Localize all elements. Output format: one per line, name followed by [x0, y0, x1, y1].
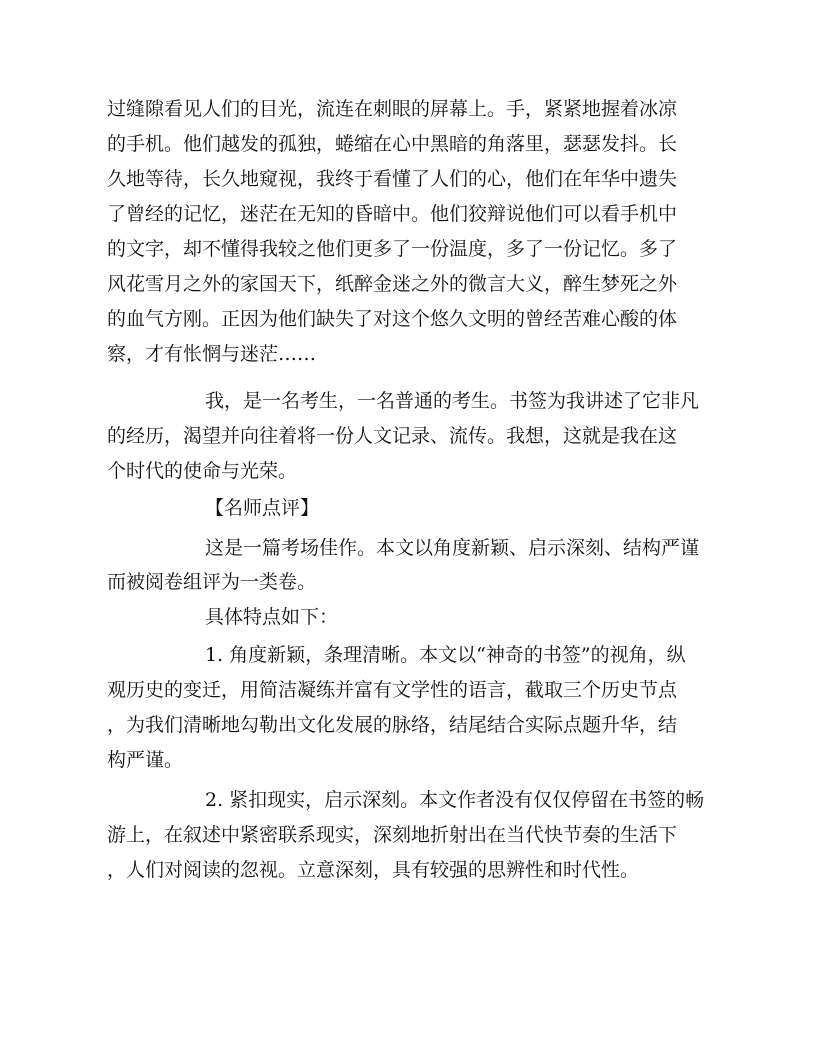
paragraph-line: 过缝隙看见人们的目光，流连在刺眼的屏幕上。手，紧紧地握着冰凉: [107, 98, 678, 120]
paragraph-line: 观历史的变迁，用简洁凝练并富有文学性的语言，截取三个历史节点: [107, 679, 678, 701]
paragraph-line: 久地等待，长久地窥视，我终于看懂了人们的心，他们在年华中遗失: [107, 168, 678, 190]
paragraph-line: 具体特点如下：: [205, 606, 339, 628]
paragraph-line: 1. 角度新颖，条理清晰。本文以“神奇的书签”的视角，纵: [205, 644, 686, 666]
paragraph-line: 游上，在叙述中紧密联系现实，深刻地折射出在当代快节奏的生活下: [107, 824, 678, 846]
section-heading: 【名师点评】: [205, 497, 320, 519]
paragraph-line: ，为我们清晰地勾勒出文化发展的脉络，结尾结合实际点题升华，结: [107, 714, 678, 736]
paragraph-line: 这是一篇考场佳作。本文以角度新颖、启示深刻、结构严谨: [205, 537, 700, 559]
paragraph-line: 察，才有怅惘与迷茫……: [107, 343, 317, 365]
paragraph-line: 构严谨。: [107, 749, 184, 771]
paragraph-line: 的经历，渴望并向往着将一份人文记录、流传。我想，这就是我在这: [107, 425, 678, 447]
paragraph-line: 风花雪月之外的家国天下，纸醉金迷之外的微言大义，醉生梦死之外: [107, 273, 678, 295]
paragraph-line: 个时代的使命与光荣。: [107, 460, 298, 482]
paragraph-line: 而被阅卷组评为一类卷。: [107, 571, 317, 593]
paragraph-line: ，人们对阅读的忽视。立意深刻，具有较强的思辨性和时代性。: [107, 859, 640, 881]
paragraph-line: 的手机。他们越发的孤独，蜷缩在心中黑暗的角落里，瑟瑟发抖。长: [107, 133, 678, 155]
paragraph-line: 了曾经的记忆，迷茫在无知的昏暗中。他们狡辩说他们可以看手机中: [107, 203, 678, 225]
paragraph-line: 的文字，却不懂得我较之他们更多了一份温度，多了一份记忆。多了: [107, 238, 678, 260]
paragraph-line: 我，是一名考生，一名普通的考生。书签为我讲述了它非凡: [205, 390, 700, 412]
paragraph-line: 的血气方刚。正因为他们缺失了对这个悠久文明的曾经苦难心酸的体: [107, 308, 678, 330]
paragraph-line: 2. 紧扣现实，启示深刻。本文作者没有仅仅停留在书签的畅: [205, 789, 705, 811]
